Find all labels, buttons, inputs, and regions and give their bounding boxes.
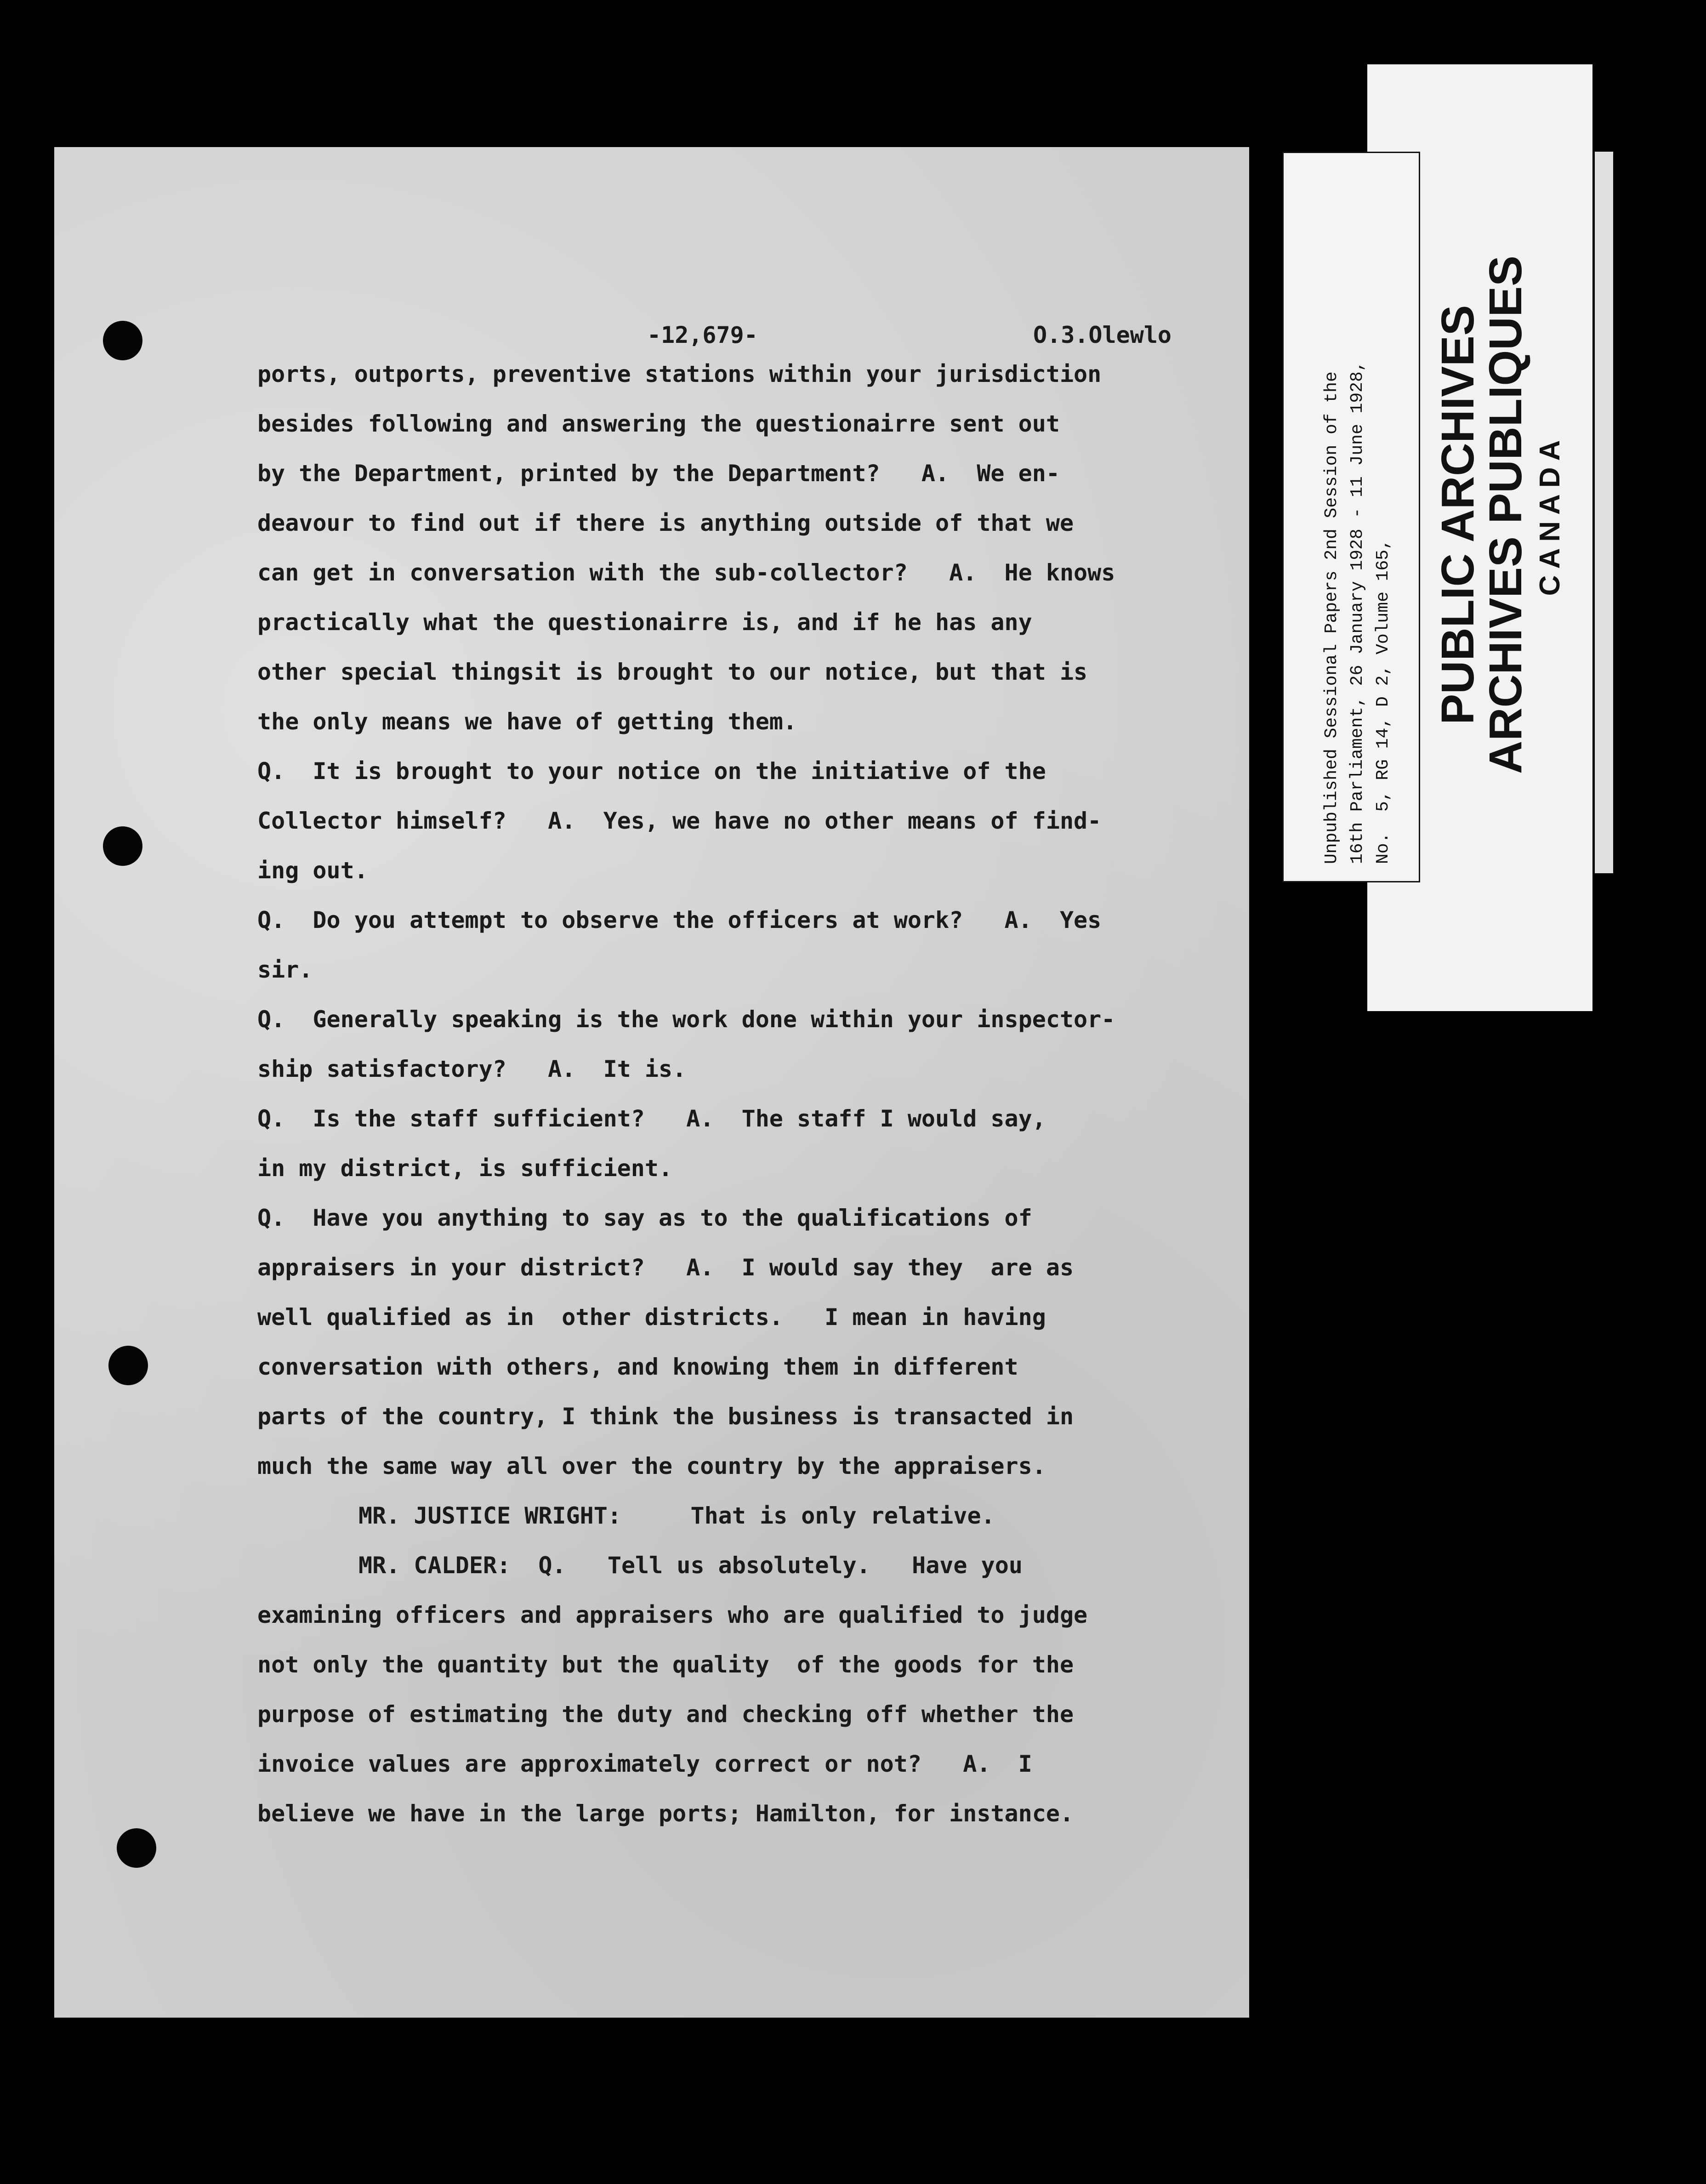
- text-line: much the same way all over the country by the appraisers.: [257, 1453, 1046, 1479]
- punch-hole: [103, 826, 142, 866]
- text-line: ports, outports, preventive stations within your jurisdiction: [257, 361, 1102, 387]
- citation-line: Unpublished Sessional Papers 2nd Session of the: [1322, 371, 1342, 864]
- punch-hole: [103, 321, 142, 360]
- stamp-line: PUBLIC ARCHIVES: [1432, 305, 1484, 725]
- text-line: ship satisfactory? A. It is.: [257, 1056, 687, 1082]
- text-line: conversation with others, and knowing them in different: [257, 1354, 1018, 1380]
- public-archives-stamp: [1434, 239, 1571, 791]
- text-line: MR. JUSTICE WRIGHT: That is only relative.: [358, 1502, 995, 1529]
- text-line: Q. Have you anything to say as to the qualifications of: [257, 1205, 1032, 1231]
- stamp-line: ARCHIVES PUBLIQUES: [1480, 256, 1531, 774]
- text-line: appraisers in your district? A. I would say they are as: [257, 1254, 1074, 1281]
- text-line: Q. Do you attempt to observe the officers at work? A. Yes: [257, 907, 1102, 933]
- document-reference: O.3.Olewlo: [1033, 322, 1172, 348]
- punch-hole: [117, 1828, 156, 1868]
- transcript-body: [257, 349, 1200, 1838]
- text-line: in my district, is sufficient.: [257, 1155, 673, 1182]
- citation-line: No. 5, RG 14, D 2, Volume 165,: [1373, 539, 1393, 864]
- text-line: by the Department, printed by the Department? A. We en-: [257, 460, 1060, 487]
- text-line: can get in conversation with the sub-collector? A. He knows: [257, 559, 1115, 586]
- text-line: Collector himself? A. Yes, we have no other means of find-: [257, 808, 1102, 834]
- text-line: practically what the questionairre is, and if he has any: [257, 609, 1032, 636]
- text-line: ing out.: [257, 857, 368, 884]
- text-line: deavour to find out if there is anything outside of that we: [257, 510, 1074, 536]
- text-line: the only means we have of getting them.: [257, 708, 797, 735]
- text-line: parts of the country, I think the business is transacted in: [257, 1403, 1074, 1430]
- archive-citation: [1319, 175, 1396, 864]
- card-edge: [1595, 152, 1613, 873]
- text-line: examining officers and appraisers who are qualified to judge: [257, 1602, 1088, 1628]
- page-number: -12,679-: [647, 322, 758, 348]
- citation-line: 16th Parliament, 26 January 1928 - 11 June 1928,: [1348, 361, 1367, 864]
- stamp-line: CANADA: [1534, 433, 1566, 596]
- text-line: MR. CALDER: Q. Tell us absolutely. Have you: [358, 1552, 1023, 1579]
- text-line: invoice values are approximately correct or not? A. I: [257, 1751, 1032, 1777]
- text-line: besides following and answering the questionairre sent out: [257, 410, 1060, 437]
- text-line: purpose of estimating the duty and checking off whether the: [257, 1701, 1074, 1728]
- text-line: sir.: [257, 956, 313, 983]
- text-line: Q. Generally speaking is the work done within your inspector-: [257, 1006, 1115, 1033]
- text-line: Q. Is the staff sufficient? A. The staff I would say,: [257, 1105, 1046, 1132]
- text-line: Q. It is brought to your notice on the initiative of the: [257, 758, 1046, 785]
- text-line: well qualified as in other districts. I mean in having: [257, 1304, 1046, 1331]
- text-line: believe we have in the large ports; Hamilton, for instance.: [257, 1800, 1074, 1827]
- text-line: not only the quantity but the quality of the goods for the: [257, 1651, 1074, 1678]
- punch-hole: [108, 1346, 148, 1385]
- text-line: other special thingsit is brought to our notice, but that is: [257, 659, 1088, 685]
